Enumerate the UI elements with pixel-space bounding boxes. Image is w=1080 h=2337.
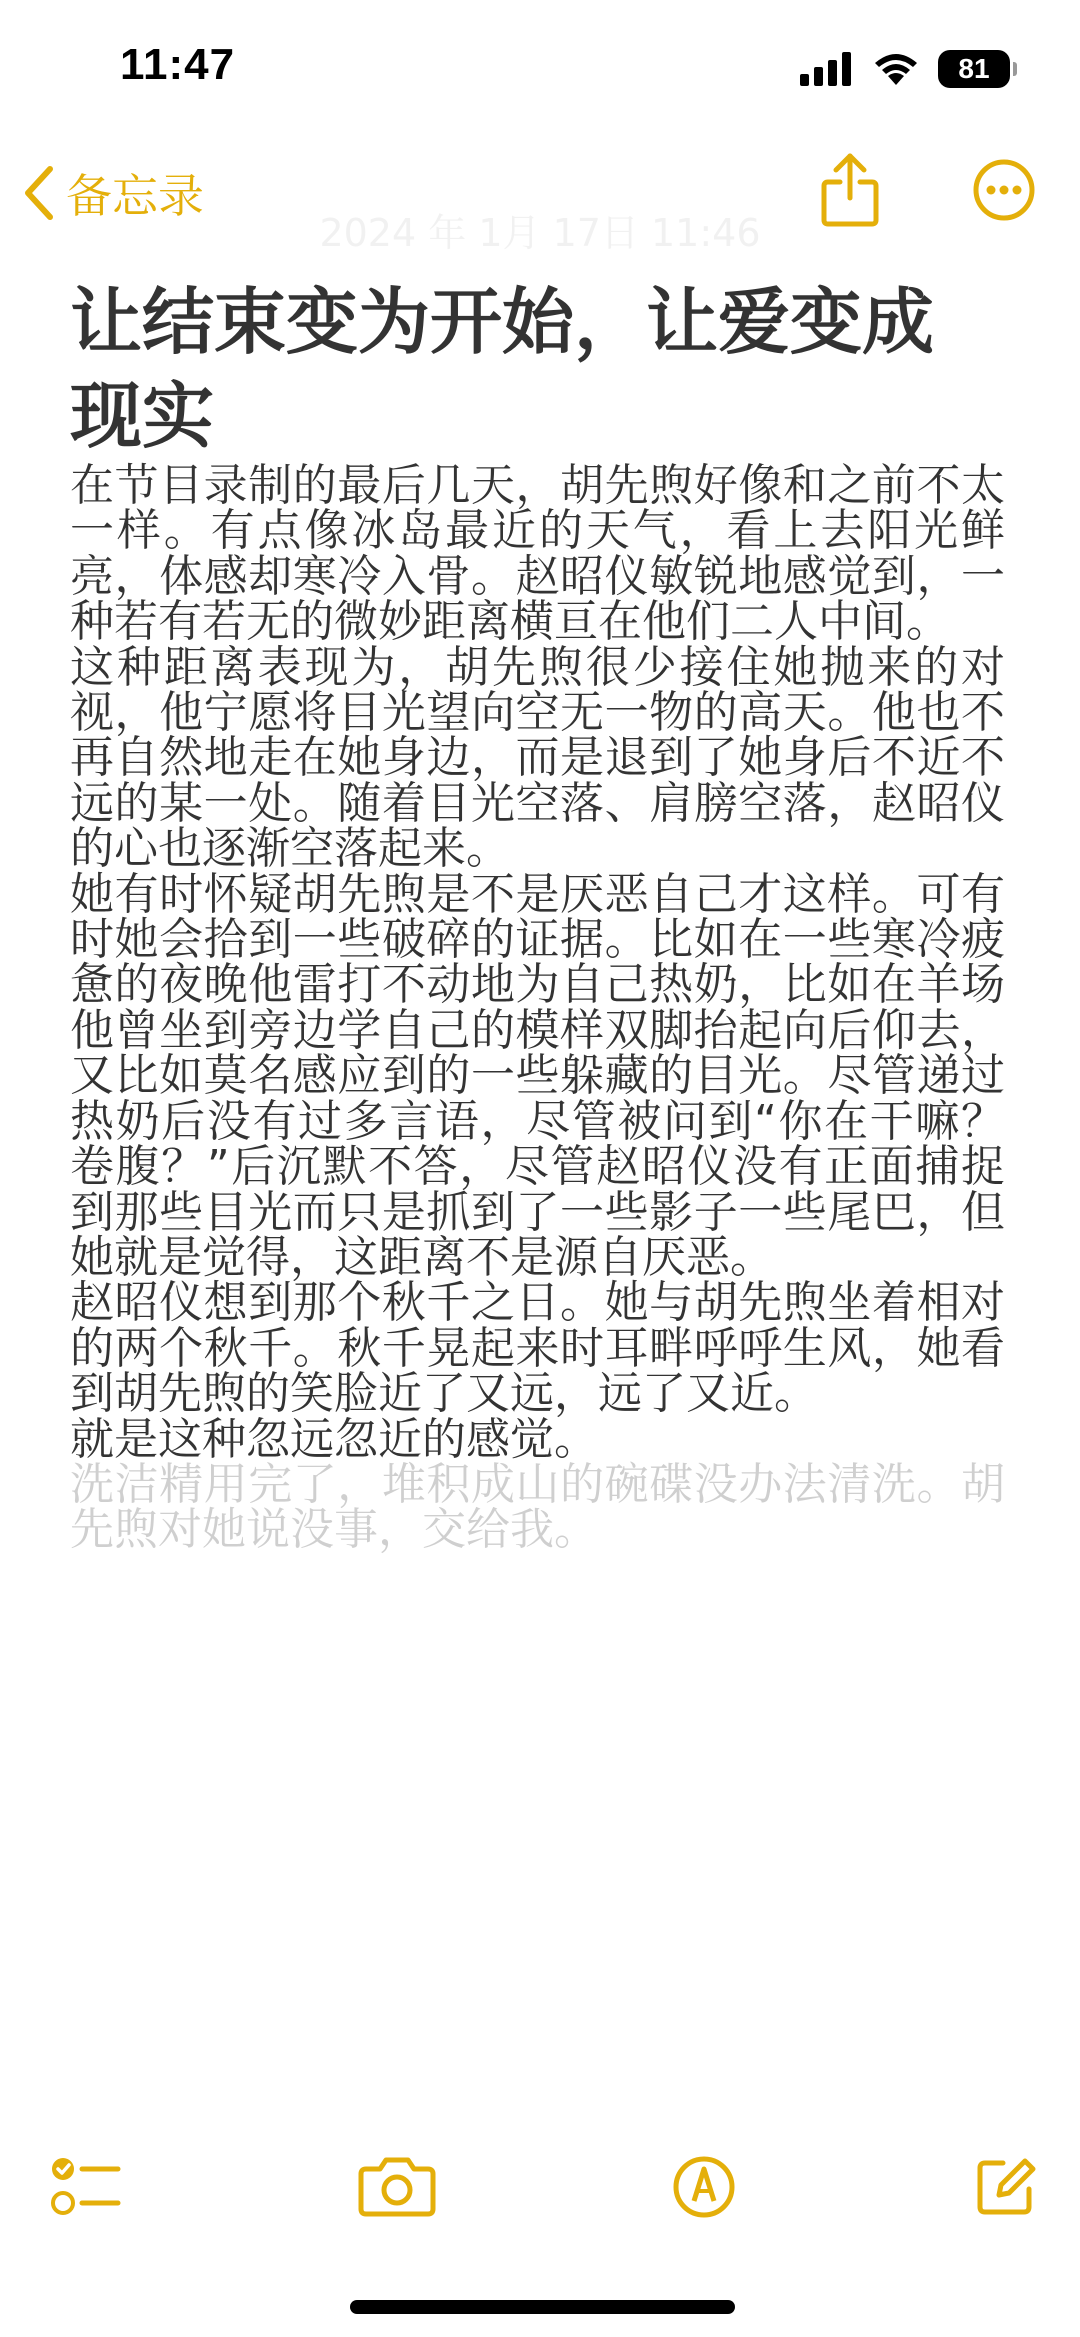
checklist-button[interactable]: [50, 2155, 122, 2225]
cellular-signal-icon: [800, 52, 854, 86]
nav-bar: [0, 140, 1080, 255]
more-icon: [972, 158, 1036, 222]
markup-icon: [672, 2155, 736, 2219]
battery-icon: [938, 50, 1010, 88]
share-icon: [820, 152, 880, 228]
note-date: 2024 年 1月 17日 11:46: [319, 211, 761, 255]
compose-icon: [975, 2155, 1037, 2217]
checklist-icon: [50, 2155, 122, 2221]
more-button[interactable]: [972, 158, 1036, 226]
compose-button[interactable]: [975, 2155, 1037, 2221]
status-icons: [800, 50, 1010, 88]
camera-icon: [358, 2155, 436, 2217]
bottom-toolbar: [0, 2130, 1080, 2260]
status-bar: [0, 0, 1080, 130]
home-indicator[interactable]: [350, 2300, 735, 2314]
share-button[interactable]: [820, 152, 880, 232]
paragraph: 洗洁精用完了，堆积成山的碗碟没办法清洗。胡先煦对她说没事，交给我。: [70, 1458, 1005, 1556]
battery-level: 81: [958, 53, 990, 84]
status-time: 11:47: [120, 40, 236, 89]
paragraph: 这种距离表现为，胡先煦很少接住她抛来的对视，他宁愿将目光望向空无一物的高天。他也不再自然地走在她身边，而是退到了她身后不近不远的某一处。随着目光空落、肩膀空落，赵昭仪的心也逐渐空落起来。: [70, 641, 1005, 875]
paragraph: 她有时怀疑胡先煦是不是厌恶自己才这样。可有时她会拾到一些破碎的证据。比如在一些寒冷疲惫的夜晚他雷打不动地为自己热奶，比如在羊场他曾坐到旁边学自己的模样双脚抬起向后仰去，又比如莫名感应到的一些躲藏的目光。尽管递过热奶后没有过多言语，尽管被问到“你在干嘛？卷腹？”后沉默不答，尽管赵昭仪没有正面捕捉到那些目光而只是抓到了一些影子一些尾巴，但她就是觉得，这距离不是源自厌恶。: [70, 868, 1005, 1283]
paragraph: 就是这种忽远忽近的感觉。: [70, 1413, 598, 1465]
paragraph: 赵昭仪想到那个秋千之日。她与胡先煦坐着相对的两个秋千。秋千晃起来时耳畔呼呼生风，她看到胡先煦的笑脸近了又远，远了又近。: [70, 1277, 1005, 1420]
note-title: 让结束变为开始，让爱变成现实: [70, 280, 935, 458]
paragraph: 在节目录制的最后几天，胡先煦好像和之前不太一样。有点像冰岛最近的天气，看上去阳光鲜亮，体感却寒冷入骨。赵昭仪敏锐地感觉到，一种若有若无的微妙距离横亘在他们二人中间。: [70, 460, 1005, 648]
back-label: 备忘录: [66, 169, 204, 223]
wifi-icon: [872, 51, 920, 87]
camera-button[interactable]: [358, 2155, 436, 2221]
note-body[interactable]: [70, 275, 1005, 1556]
markup-button[interactable]: [672, 2155, 736, 2223]
